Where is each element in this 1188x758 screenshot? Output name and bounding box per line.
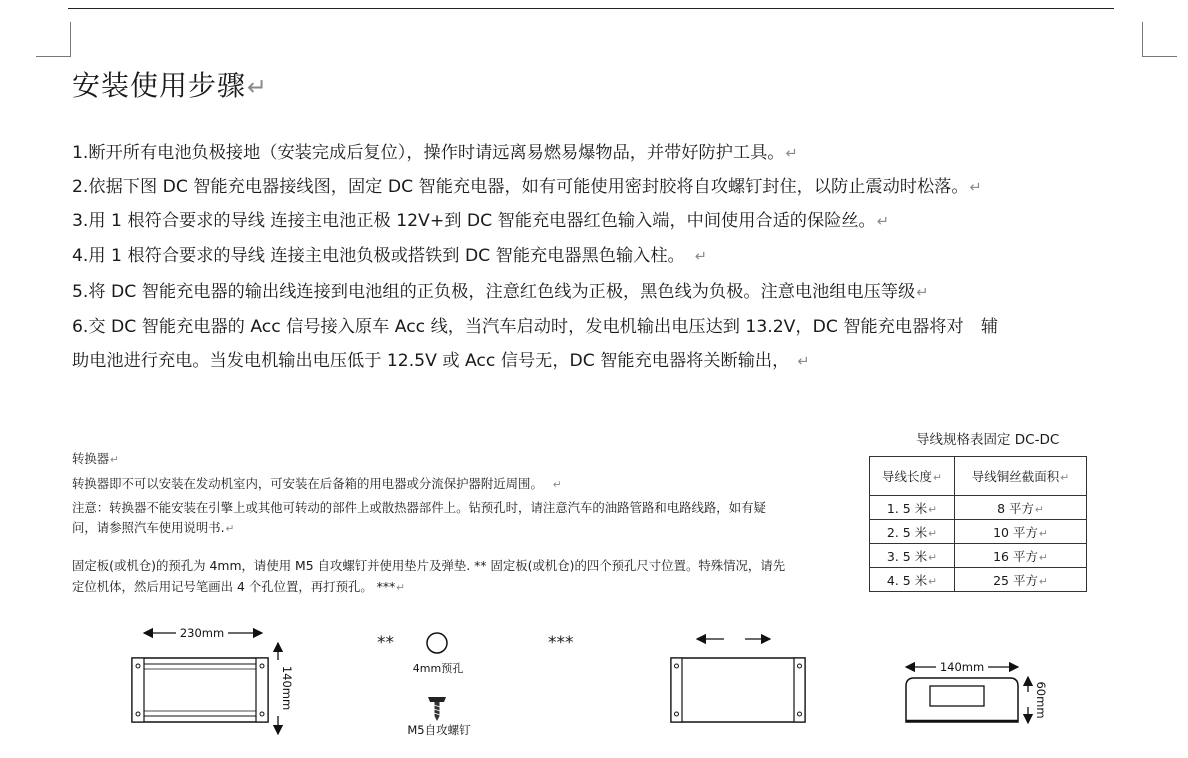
installation-diagram bbox=[0, 600, 1188, 758]
step-6-line-2: 助电池进行充电。当发电机输出电压低于 12.5V 或 Acc 信号无，DC 智能充电器将关断输出， ↵ bbox=[72, 351, 810, 371]
width-dimension-label: 230mm bbox=[179, 626, 225, 640]
cell-length: 4. 5 米↵ bbox=[870, 568, 955, 592]
crop-mark-right bbox=[1142, 22, 1177, 57]
step-4: 4.用 1 根符合要求的导线 连接主电池负极或搭铁到 DC 智能充电器黑色输入柱。 ↵ bbox=[72, 246, 707, 266]
step-6-line-1: 6.交 DC 智能充电器的 Acc 信号接入原车 Acc 线，当汽车启动时，发电机输出电压达到 13.2V，DC 智能充电器将对 辅 bbox=[72, 317, 999, 337]
paragraph-mark: ↵ bbox=[247, 73, 268, 101]
wire-spec-table bbox=[869, 456, 1087, 592]
cell-length: 3. 5 米↵ bbox=[870, 544, 955, 568]
side-view-drawing bbox=[906, 660, 1048, 723]
fixing-line-2: 定位机体，然后用记号笔画出 4 个孔位置，再打预孔。 ***↵ bbox=[72, 579, 406, 594]
paragraph-mark: ↵ bbox=[933, 471, 942, 484]
paragraph-mark: ↵ bbox=[396, 582, 406, 594]
table-header-row bbox=[870, 457, 1087, 496]
converter-heading: 转换器↵ bbox=[72, 451, 119, 466]
converter-note-line-1: 注意：转换器不能安装在引擎上或其他可转动的部件上或散热器部件上。钻预孔时，请注意汽车的油路管路和电路线路，如有疑 bbox=[72, 500, 766, 515]
height-dimension-label: 140mm bbox=[280, 665, 294, 711]
table-row bbox=[870, 568, 1087, 592]
paragraph-mark: ↵ bbox=[1039, 526, 1048, 540]
cell-area: 8 平方↵ bbox=[955, 496, 1087, 520]
converter-location: 转换器即不可以安装在发动机室内，可安装在后备箱的用电器或分流保护器附近周围。 ↵ bbox=[72, 476, 562, 491]
paragraph-mark: ↵ bbox=[1060, 471, 1070, 484]
paragraph-mark: ↵ bbox=[552, 479, 562, 491]
table-row bbox=[870, 520, 1087, 544]
hole-and-screw-drawing bbox=[377, 633, 471, 737]
step-2: 2.依据下图 DC 智能充电器接线图，固定 DC 智能充电器，如有可能使用密封胶将自攻螺钉封住，以防止震动时松落。↵ bbox=[72, 177, 982, 197]
paragraph-mark: ↵ bbox=[225, 523, 235, 535]
top-view-drawing bbox=[132, 626, 294, 734]
header-rule bbox=[68, 8, 1114, 9]
screw-label: M5自攻螺钉 bbox=[407, 723, 471, 737]
converter-note-line-2: 问，请参照汽车使用说明书.↵ bbox=[72, 520, 235, 535]
paragraph-mark: ↵ bbox=[1039, 574, 1048, 588]
step-1: 1.断开所有电池负极接地（安装完成后复位），操作时请远离易燃易爆物品，并带好防护工具。↵ bbox=[72, 143, 798, 163]
paragraph-mark: ↵ bbox=[928, 526, 938, 540]
header-wire-length: 导线长度↵ bbox=[870, 457, 955, 496]
table-row bbox=[870, 544, 1087, 568]
side-width-dimension-label: 140mm bbox=[939, 660, 985, 674]
paragraph-mark: ↵ bbox=[1039, 550, 1048, 564]
step-5: 5.将 DC 智能充电器的输出线连接到电池组的正负极，注意红色线为正极，黑色线为负极。注意电池组电压等级↵ bbox=[72, 282, 929, 302]
step-3: 3.用 1 根符合要求的导线 连接主电池正极 12V+到 DC 智能充电器红色输入端，中间使用合适的保险丝。↵ bbox=[72, 211, 889, 231]
double-star-mark: ** bbox=[377, 633, 394, 653]
paragraph-mark: ↵ bbox=[110, 454, 119, 466]
triple-star-mark: *** bbox=[548, 633, 574, 653]
hole-label: 4mm预孔 bbox=[412, 662, 464, 675]
cell-area: 16 平方↵ bbox=[955, 544, 1087, 568]
hole-circle-icon bbox=[427, 633, 447, 653]
paragraph-mark: ↵ bbox=[916, 284, 929, 301]
cell-length: 2. 5 米↵ bbox=[870, 520, 955, 544]
paragraph-mark: ↵ bbox=[928, 550, 938, 564]
table-row bbox=[870, 496, 1087, 520]
paragraph-mark: ↵ bbox=[969, 179, 982, 196]
paragraph-mark: ↵ bbox=[876, 213, 889, 230]
side-height-dimension-label: 60mm bbox=[1034, 681, 1048, 719]
paragraph-mark: ↵ bbox=[928, 502, 938, 516]
screw-icon bbox=[428, 697, 446, 721]
paragraph-mark: ↵ bbox=[797, 353, 810, 370]
page-title: 安装使用步骤↵ bbox=[72, 69, 268, 102]
paragraph-mark: ↵ bbox=[1035, 502, 1044, 516]
paragraph-mark: ↵ bbox=[785, 145, 798, 162]
cell-area: 10 平方↵ bbox=[955, 520, 1087, 544]
crop-mark-left bbox=[36, 22, 71, 57]
fixing-line-1: 固定板(或机仓)的预孔为 4mm，请使用 M5 自攻螺钉并使用垫片及弹垫. ** 固定板(或机仓)的四个预孔尺寸位置。特殊情况，请先 bbox=[72, 558, 786, 573]
paragraph-mark: ↵ bbox=[694, 248, 707, 265]
header-copper-cross-section: 导线铜丝截面积↵ bbox=[955, 457, 1087, 496]
wire-table-title: 导线规格表固定 DC-DC bbox=[916, 432, 1060, 448]
cell-area: 25 平方↵ bbox=[955, 568, 1087, 592]
cell-length: 1. 5 米↵ bbox=[870, 496, 955, 520]
base-plate-drawing bbox=[671, 639, 805, 722]
paragraph-mark: ↵ bbox=[928, 574, 938, 588]
